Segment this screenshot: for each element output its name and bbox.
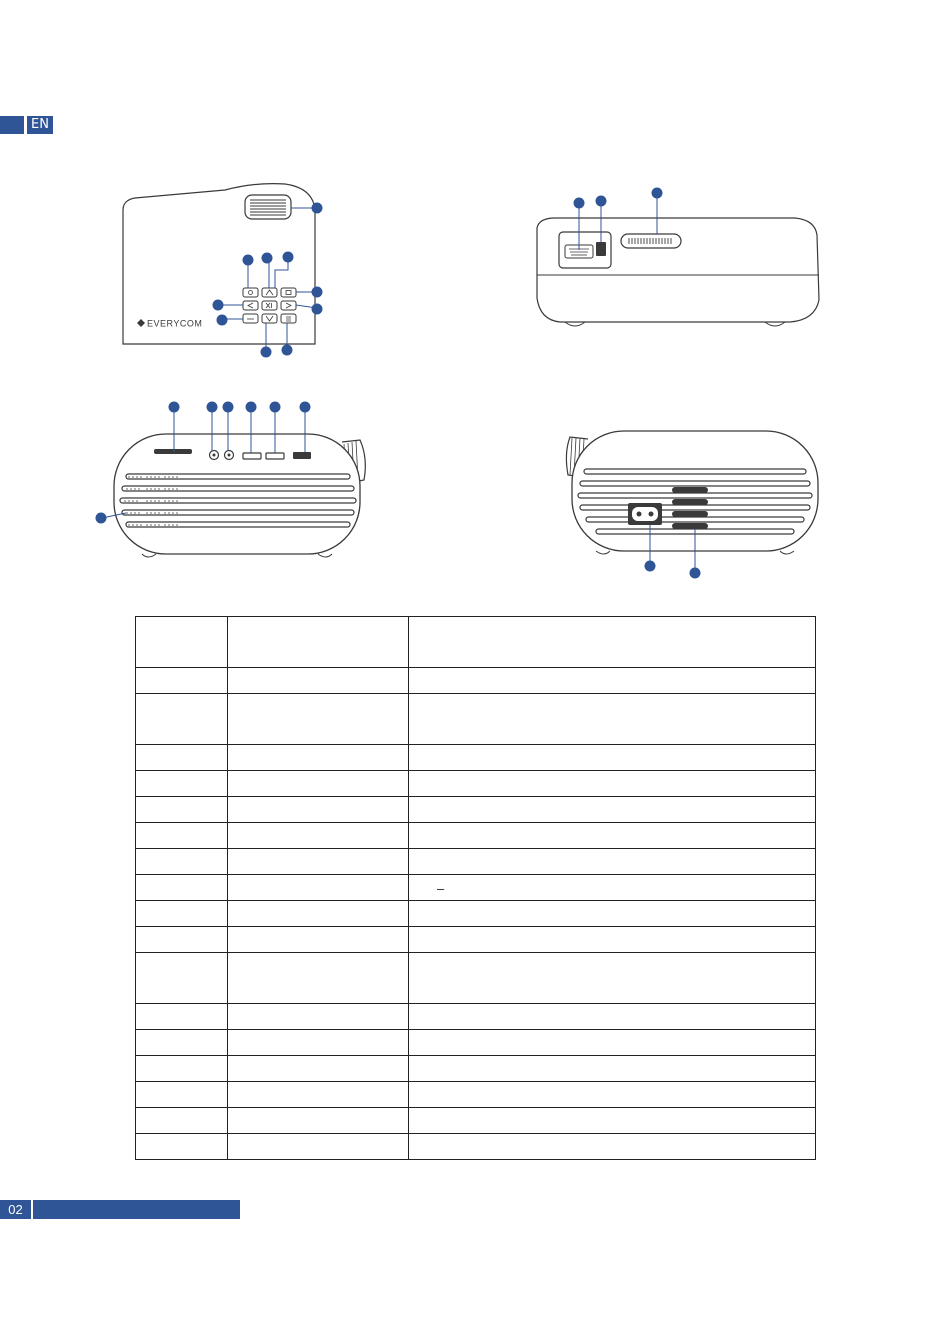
key-ok <box>262 301 277 310</box>
table-row <box>136 875 816 901</box>
brand-logo: EVERYCOM <box>147 318 203 329</box>
table-row <box>136 1030 816 1056</box>
key-left <box>243 301 258 310</box>
key-back <box>243 314 258 323</box>
brand-logo-mark <box>137 319 145 327</box>
top-view-callouts <box>213 203 322 357</box>
keystone-wheel-ridges <box>629 238 671 244</box>
table-row <box>136 1134 816 1160</box>
side-view-power-diagram <box>560 425 825 580</box>
table-row <box>136 823 816 849</box>
side-view-ports-diagram <box>92 398 382 563</box>
table-row <box>136 1082 816 1108</box>
table-row <box>136 771 816 797</box>
language-bar-accent <box>0 116 24 134</box>
back-view-diagram <box>525 180 825 340</box>
hdmi-port-1 <box>243 453 261 459</box>
table-row <box>136 1004 816 1030</box>
table-row <box>136 797 816 823</box>
table-row <box>136 668 816 694</box>
parts-spec-table <box>135 616 816 1160</box>
table-row <box>136 1056 816 1082</box>
table-row <box>136 694 816 745</box>
hdmi-port-2 <box>266 453 284 459</box>
table-row <box>136 617 816 668</box>
page-number: 02 <box>0 1200 31 1219</box>
usb-port <box>293 452 311 459</box>
key-menu <box>281 314 296 323</box>
table-row <box>136 901 816 927</box>
sd-card-slot <box>154 449 192 454</box>
cell-dash-mark: – <box>437 881 445 896</box>
footer-accent-bar <box>33 1200 240 1219</box>
key-right <box>281 301 296 310</box>
key-source <box>281 288 296 297</box>
table-row <box>136 1108 816 1134</box>
projector-side-outline <box>114 434 360 554</box>
top-view-diagram <box>115 180 330 360</box>
table-row <box>136 927 816 953</box>
keystone-wheel <box>621 234 681 248</box>
ir-sensor <box>596 242 606 256</box>
table-row <box>136 953 816 1004</box>
control-buttons <box>243 288 296 323</box>
language-badge: EN <box>27 116 53 134</box>
table-row <box>136 745 816 771</box>
table-row <box>136 849 816 875</box>
key-top-left <box>243 288 258 297</box>
